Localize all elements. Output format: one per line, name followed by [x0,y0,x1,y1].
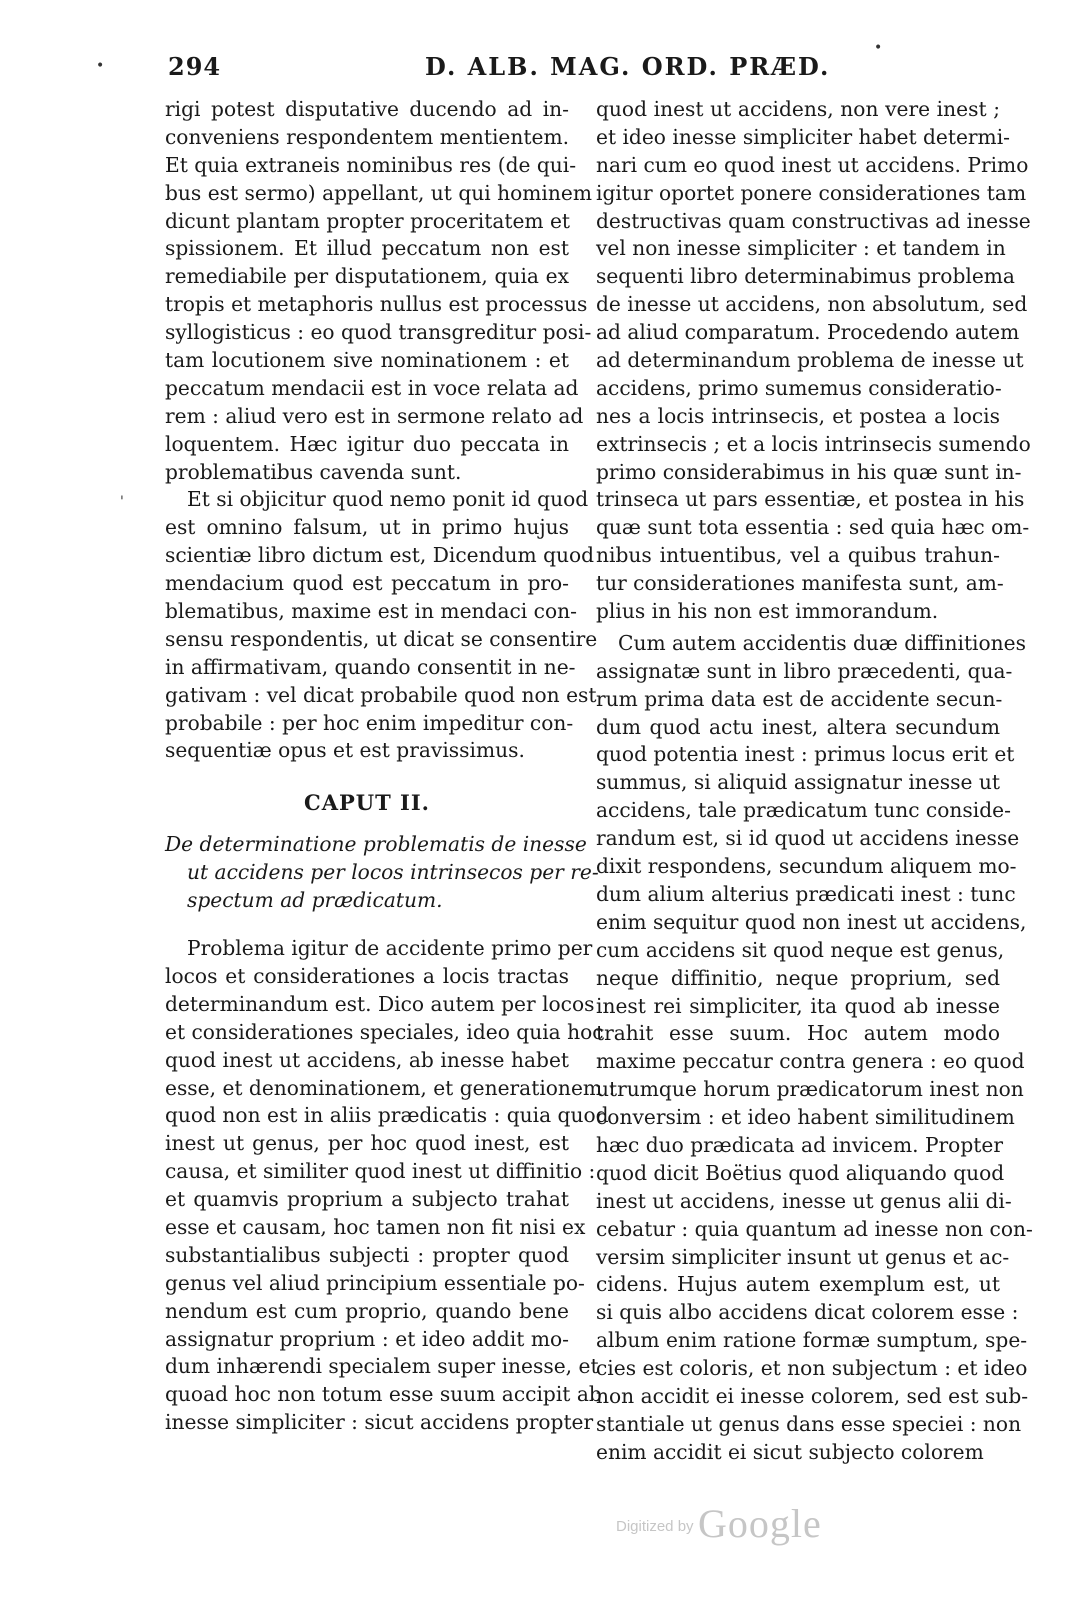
text-line: De determinatione problematis de inesse [165,832,587,857]
text-line: esse, et denominationem, et generationem : [165,1075,616,1100]
text-line: Et si objicitur quod nemo ponit id quod [187,487,589,512]
text-line: versim simpliciter insunt ut genus et ac- [596,1244,1010,1269]
text-line: ad determinandum problema de inesse ut [596,348,1024,373]
text-line: trahit esse suum. Hoc autem modo [596,1021,1000,1046]
text-line: dum quod actu inest, altera secundum [596,714,1000,739]
text-line: accidens, primo sumemus consideratio- [596,375,1002,400]
google-logo: Google [698,1501,822,1546]
text-line: primo considerabimus in his quæ sunt in- [596,459,1022,484]
text-line: quod dicit Boëtius quod aliquando quod [596,1160,1005,1185]
text-line: hæc duo prædicata ad invicem. Propter [596,1132,1003,1157]
text-line: inest ut accidens, inesse ut genus alii di- [596,1188,1012,1213]
running-head: D. ALB. MAG. ORD. PRÆD. [425,52,831,81]
text-line: bus est sermo) appellant, ut qui hominem [165,180,592,205]
page-number: 294 [168,52,222,81]
text-line: sensu respondentis, ut dicat se consentire [165,626,598,651]
text-line: spissionem. Et illud peccatum non est [165,236,569,261]
text-line: destructivas quam constructivas ad inesse [596,208,1031,233]
text-line: esse et causam, hoc tamen non fit nisi ex [165,1214,586,1239]
text-line: quod potentia inest : primus locus erit et [596,742,1015,767]
text-line: summus, si aliquid assignatur inesse ut [596,770,1000,795]
text-line: nari cum eo quod inest ut accidens. Primo [596,152,1029,177]
text-line: dum inhærendi specialem super inesse, et [165,1354,599,1379]
text-line: est omnino falsum, ut in primo hujus [165,515,569,540]
text-line: ad aliud comparatum. Procedendo autem [596,320,1020,345]
text-line: conveniens respondentem mentientem. [165,124,569,149]
text-line: rem : aliud vero est in sermone relato ad [165,403,584,428]
text-line: sequentiæ opus et est pravissimus. [165,738,525,763]
left-column [165,96,616,1437]
text-line: quoad hoc non totum esse suum accipit ab [165,1382,602,1407]
text-line: Cum autem accidentis duæ diffinitiones [618,630,1026,655]
text-line: tropis et metaphoris nullus est processus [165,292,588,317]
text-line: peccatum mendacii est in voce relata ad [165,375,579,400]
text-line: randum est, si id quod ut accidens inesse [596,826,1020,851]
text-line: trinseca ut pars essentiæ, et postea in his [596,487,1025,512]
text-line: mendacium quod est peccatum in pro- [165,571,569,596]
text-line: enim sequitur quod non inest ut accidens, [596,909,1027,934]
text-line: et ideo inesse simpliciter habet determi- [596,124,1010,149]
text-line: quod inest ut accidens, non vere inest ; [596,97,1000,121]
text-line: plius in his non est immorandum. [596,599,939,624]
text-line: cum accidens sit quod neque est genus, [596,937,1005,962]
text-line: extrinsecis ; et a locis intrinsecis sumendo [596,431,1031,456]
text-line: non accidit ei inesse colorem, sed est sub- [596,1383,1029,1408]
text-line: quæ sunt tota essentia : sed quia hæc om- [596,515,1030,540]
watermark-prefix: Digitized by [616,1518,694,1535]
chapter-rubric [165,831,599,915]
text-line: tur considerationes manifesta sunt, am- [596,571,1004,596]
text-line: quod inest ut accidens, ab inesse habet [165,1047,569,1072]
text-line: stantiale ut genus dans esse speciei : non [596,1411,1022,1436]
text-line: remediabile per disputationem, quia ex [165,264,569,289]
text-line: nendum est cum proprio, quando bene [165,1298,569,1323]
text-line: maxime peccatur contra genera : eo quod [596,1049,1025,1074]
paragraph [165,96,592,486]
chapter-heading: CAPUT II. [303,790,430,816]
text-line: de inesse ut accidens, non absolutum, sed [596,292,1028,317]
text-line: rum prima data est de accidente secun- [596,686,1003,711]
text-line: causa, et similiter quod inest ut diffinitio : [165,1159,596,1184]
paragraph [596,96,1031,626]
text-line: ut accidens per locos intrinsecos per re- [187,860,599,885]
text-line: locos et considerationes a locis tractas [165,963,569,988]
text-line: quod non est in aliis prædicatis : quia quod [165,1103,609,1128]
text-line: et quamvis proprium a subjecto trahat [165,1187,569,1212]
text-line: igitur oportet ponere considerationes tam [596,180,1027,205]
text-line: nibus intuentibus, vel a quibus trahun- [596,543,1000,568]
paragraph [165,935,616,1437]
text-line: neque diffinitio, neque proprium, sed [596,965,1000,990]
text-line: scientiæ libro dictum est, Dicendum quod [165,543,595,568]
text-line: assignatæ sunt in libro præcedenti, qua- [596,658,1013,683]
text-line: genus vel aliud principium essentiale po- [165,1270,585,1295]
stray-mark: • [874,40,883,56]
text-line: vel non inesse simpliciter : et tandem in [596,236,1006,261]
stray-mark: • [96,58,105,74]
text-line: album enim ratione formæ sumptum, spe- [596,1328,1028,1353]
text-line: spectum ad prædicatum. [187,888,443,913]
text-line: cebatur : quia quantum ad inesse non con- [596,1216,1033,1241]
text-line: utrumque horum prædicatorum inest non [596,1077,1024,1102]
text-line: conversim : et ideo habent similitudinem [596,1105,1015,1130]
text-line: probabile : per hoc enim impeditur con- [165,710,574,735]
text-line: accidens, tale prædicatum tunc conside- [596,798,1011,823]
text-line: problematibus cavenda sunt. [165,459,462,484]
text-line: inesse simpliciter : sicut accidens propter [165,1410,594,1435]
stray-mark: ' [120,494,124,510]
text-line: Et quia extraneis nominibus res (de qui- [165,152,577,177]
text-line: Problema igitur de accidente primo per [187,936,593,961]
text-line: blematibus, maxime est in mendaci con- [165,599,577,624]
text-line: si quis albo accidens dicat colorem esse : [596,1300,1019,1325]
text-line: inest ut genus, per hoc quod inest, est [165,1131,569,1156]
text-line: dum alium alterius prædicati inest : tunc [596,881,1016,906]
text-line: rigi potest disputative ducendo ad in- [165,97,569,121]
text-line: syllogisticus : eo quod transgreditur posi- [165,320,592,345]
paragraph [165,486,598,765]
text-line: dixit respondens, secundum aliquem mo- [596,854,1017,879]
text-line: et considerationes speciales, ideo quia hoc [165,1019,604,1044]
text-line: loquentem. Hæc igitur duo peccata in [165,431,569,456]
text-line: inest rei simpliciter, ita quod ab inesse [596,993,1000,1018]
text-line: enim accidit ei sicut subjecto colorem [596,1439,984,1464]
right-column [596,96,1033,1467]
text-line: nes a locis intrinsecis, et postea a locis [596,403,1000,428]
text-line: determinandum est. Dico autem per locos [165,991,595,1016]
watermark [616,1500,822,1547]
text-line: cidens. Hujus autem exemplum est, ut [596,1272,1000,1297]
paragraph [596,630,1033,1467]
text-line: gativam : vel dicat probabile quod non est [165,682,597,707]
text-line: cies est coloris, et non subjectum : et ideo [596,1356,1028,1381]
text-line: sequenti libro determinabimus problema [596,264,1015,289]
text-line: tam locutionem sive nominationem : et [165,348,569,373]
text-line: dicunt plantam propter proceritatem et [165,208,571,233]
text-line: in affirmativam, quando consentit in ne- [165,654,576,679]
text-line: assignatur proprium : et ideo addit mo- [165,1326,569,1351]
text-line: substantialibus subjecti : propter quod [165,1242,569,1267]
